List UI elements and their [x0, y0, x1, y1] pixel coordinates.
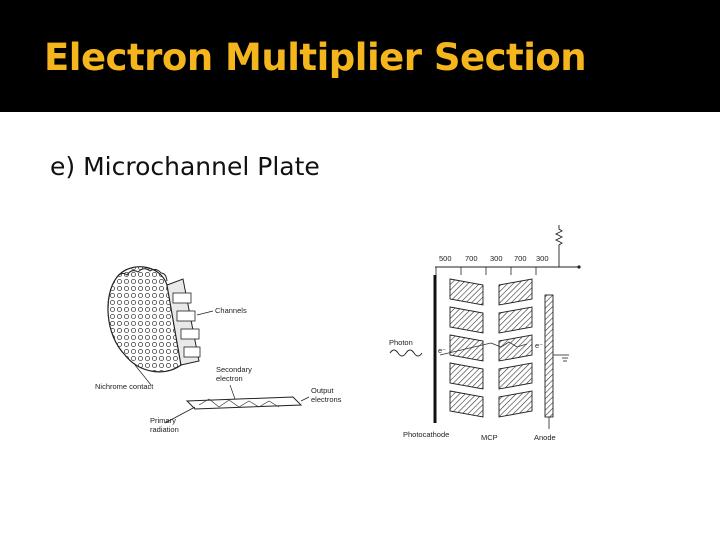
- mcp-label: MCP: [481, 433, 498, 442]
- mcp-plate-2: [499, 279, 532, 417]
- title-bar: [0, 0, 720, 112]
- output-electrons-label-2: electrons: [311, 395, 342, 404]
- electron-in-label: e⁻: [438, 346, 447, 355]
- slide-body: [0, 112, 720, 540]
- mcp-plate-1: [450, 279, 483, 417]
- electron-out-label: e⁻: [535, 341, 544, 350]
- voltage-label: 700: [465, 254, 478, 263]
- voltage-label: 300: [536, 254, 549, 263]
- slide-title: Electron Multiplier Section: [44, 36, 587, 79]
- photocathode-label: Photocathode: [403, 430, 450, 439]
- primary-radiation-label-1: Primary: [150, 416, 176, 425]
- channels-pointer: [197, 311, 213, 315]
- rim-segment: [173, 293, 191, 303]
- ground-symbol: [553, 355, 569, 361]
- mcp-disk-face: [108, 267, 181, 372]
- secondary-electron-label-2: electron: [216, 374, 243, 383]
- mcp-schematic: [389, 225, 581, 442]
- output-electrons-label-1: Output: [311, 386, 334, 395]
- primary-radiation-label-2: radiation: [150, 425, 179, 434]
- voltage-label: 300: [490, 254, 503, 263]
- rim-segment: [184, 347, 200, 357]
- secondary-electron-pointer: [230, 385, 235, 399]
- voltage-label: 700: [514, 254, 527, 263]
- photon-label: Photon: [389, 338, 413, 347]
- nichrome-contact-label: Nichrome contact: [95, 382, 154, 391]
- anode-label: Anode: [534, 433, 556, 442]
- channels-label: Channels: [215, 306, 247, 315]
- bias-terminal: [577, 265, 580, 268]
- channel-tube: [187, 397, 301, 409]
- anode-plate: [545, 295, 553, 417]
- bias-resistor: [556, 225, 562, 267]
- microchannel-plate-figure: [95, 215, 585, 445]
- voltage-label: 500: [439, 254, 452, 263]
- rim-segment: [177, 311, 195, 321]
- photon-wave: [390, 350, 422, 356]
- single-channel-illustration: [150, 365, 342, 434]
- output-electrons-pointer: [301, 397, 309, 401]
- slide-subtitle: e) Microchannel Plate: [50, 152, 320, 181]
- rim-segment: [181, 329, 199, 339]
- secondary-electron-label-1: Secondary: [216, 365, 252, 374]
